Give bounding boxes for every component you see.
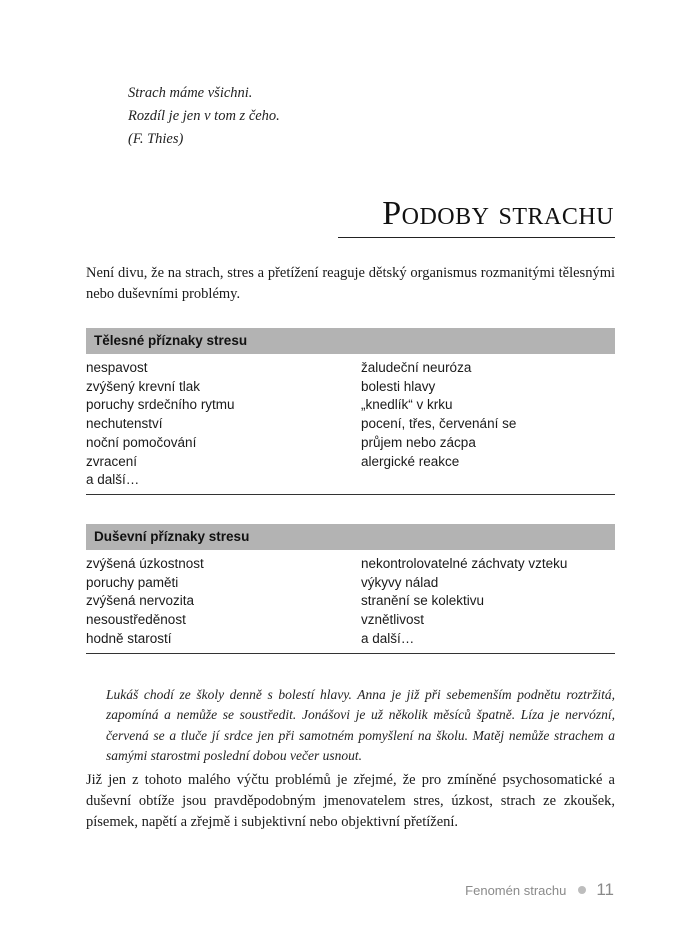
- symptom-item: a další…: [361, 630, 415, 646]
- footer-bullet-icon: [578, 886, 586, 894]
- title-underline: [338, 237, 615, 238]
- page-footer: [465, 880, 614, 900]
- running-footer-title: Fenomén strachu: [465, 882, 567, 898]
- symptom-item: nespavost: [86, 360, 148, 375]
- page-number: 11: [596, 880, 614, 899]
- mental-symptoms-body: [86, 550, 615, 654]
- physical-symptoms-body: [86, 354, 615, 495]
- symptom-item: alergické reakce: [361, 453, 460, 469]
- physical-left-column: [86, 359, 361, 490]
- conclusion-paragraph: Již jen z tohoto malého výčtu problémů je zřejmé, že pro zmíněné psychosomatické a duševní obtíže jsou pravděpodobným jmenovatelem stres, úzkost, strach ze zkoušek, písemek, napětí a zřejmě i subjektivní nebo objektivní přetížení.: [86, 772, 615, 830]
- symptom-item: a další…: [86, 472, 140, 488]
- chapter-title-wrap: [382, 194, 614, 234]
- intro-paragraph: Není divu, že na strach, stres a přetížení reaguje dětský organismus rozmanitými tělesnými nebo duševními problémy.: [86, 265, 615, 302]
- symptom-item: poruchy srdečního rytmu: [86, 397, 235, 413]
- mental-right-column: [361, 555, 615, 649]
- symptom-item: nesoustředěnost: [86, 612, 186, 628]
- symptom-item: pocení, třes, červenání se: [361, 416, 517, 432]
- symptom-item: zvýšený krevní tlak: [86, 378, 201, 394]
- mental-left-column: [86, 555, 361, 649]
- symptom-item: zvýšená nervozita: [86, 593, 195, 609]
- epigraph-line: Rozdíl je jen v tom z čeho.: [128, 108, 280, 124]
- symptom-item: výkyvy nálad: [361, 574, 439, 590]
- physical-symptoms-heading: Tělesné příznaky stresu: [86, 328, 615, 354]
- symptom-item: noční pomočování: [86, 434, 197, 450]
- symptom-item: bolesti hlavy: [361, 378, 436, 394]
- physical-symptoms-table: [86, 328, 615, 495]
- symptom-item: vznětlivost: [361, 612, 425, 628]
- epigraph-line: Strach máme všichni.: [128, 85, 253, 101]
- symptom-item: nekontrolovatelné záchvaty vzteku: [361, 556, 568, 571]
- mental-symptoms-table: [86, 524, 615, 654]
- symptom-item: průjem nebo zácpa: [361, 434, 476, 450]
- symptom-item: žaludeční neuróza: [361, 360, 472, 375]
- symptom-item: stranění se kolektivu: [361, 593, 485, 609]
- symptom-item: hodně starostí: [86, 630, 172, 646]
- physical-right-column: [361, 359, 615, 490]
- example-paragraph: Lukáš chodí ze školy denně s bolestí hlavy. Anna je již při sebemenším podnětu roztržitá, zapomíná a nemůže se soustředit. Jonášovi je už několik měsíců špatně. Líza je nervózní, červená se a tluče jí srdce jen při samotném pomyšlení na školu. Matěj nemůže strachem a samými starostmi poslední dobou večer usnout.: [106, 687, 615, 763]
- epigraph-author: (F. Thies): [128, 131, 184, 147]
- epigraph: [128, 82, 280, 151]
- symptom-item: „knedlík“ v krku: [361, 397, 453, 413]
- symptom-item: zvýšená úzkostnost: [86, 556, 204, 571]
- symptom-item: poruchy paměti: [86, 574, 179, 590]
- symptom-item: zvracení: [86, 453, 138, 469]
- chapter-title: Podoby strachu: [382, 195, 614, 232]
- symptom-item: nechutenství: [86, 416, 163, 432]
- mental-symptoms-heading: Duševní příznaky stresu: [86, 524, 615, 550]
